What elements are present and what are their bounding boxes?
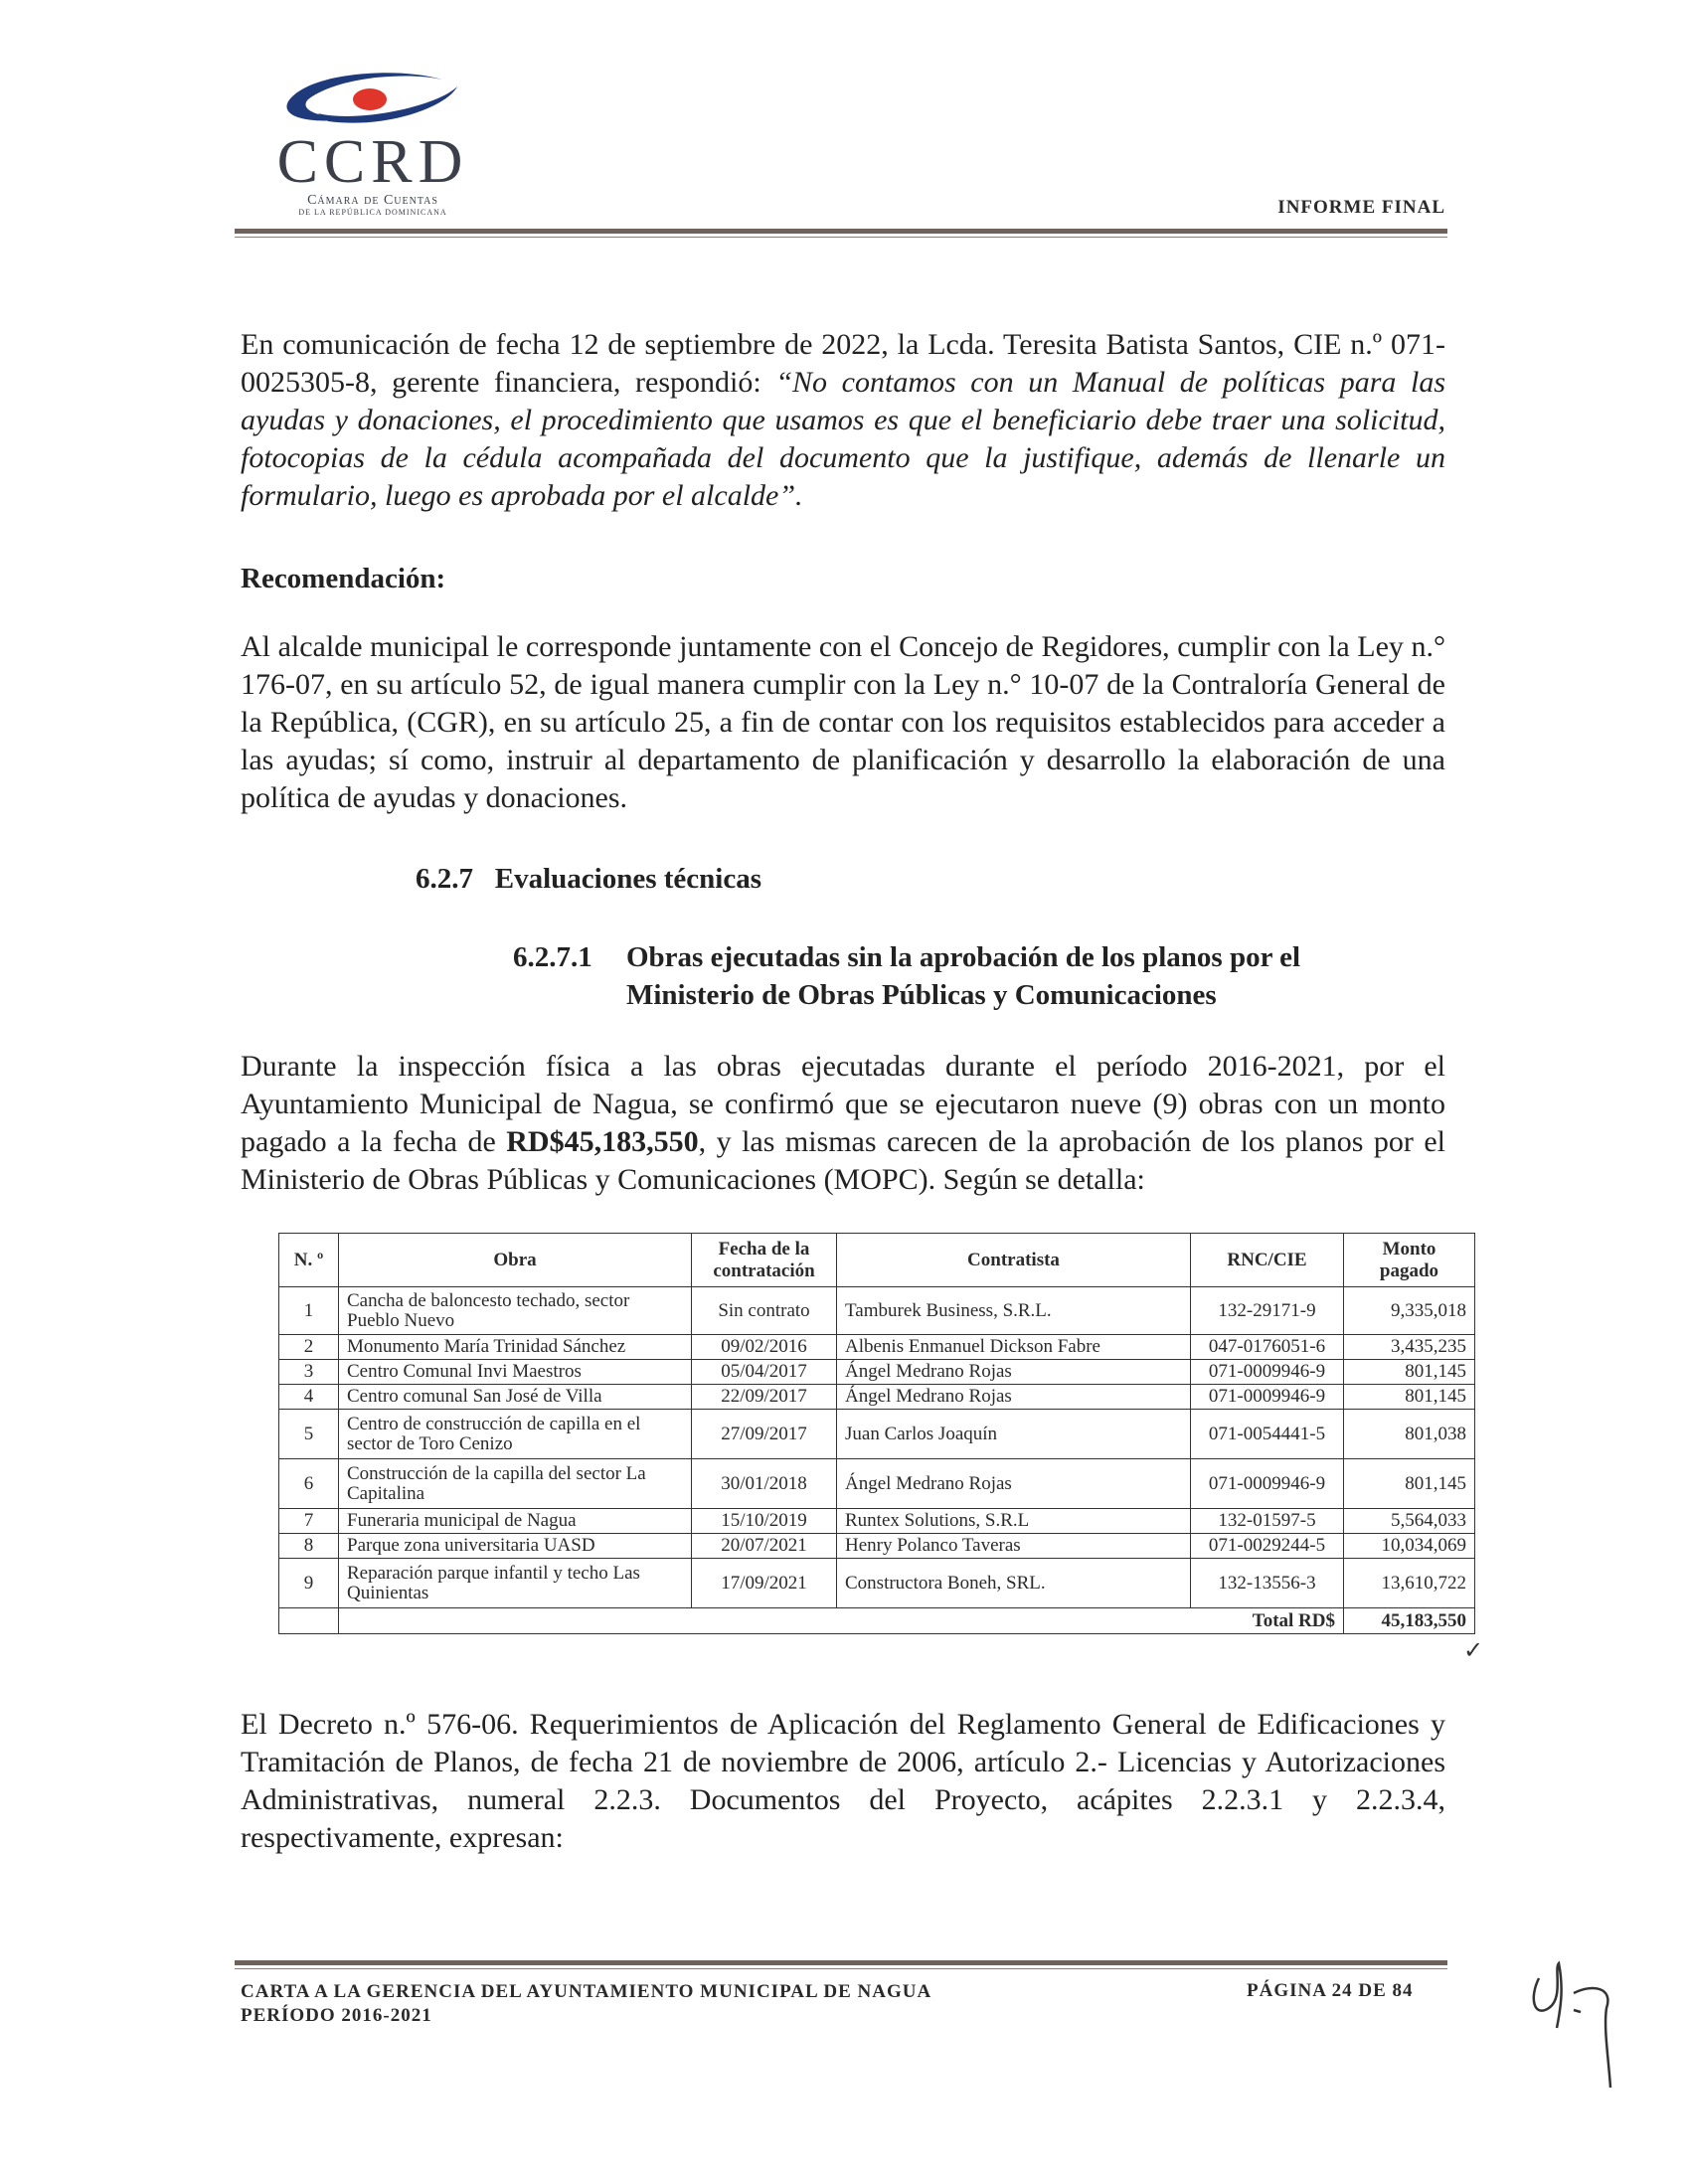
response-intro: En comunicación de fecha 12 de septiembre de 2022, la Lcda. Teresita Batista Santos, CIE n.º 071-0025305-8, gerente financiera, respondió: (241, 328, 1445, 399)
footer-title (241, 1980, 931, 2028)
table-row: 5 Centro de construcción de capilla en el sector de Toro Cenizo 27/09/2017 Juan Carlos Joaquín 071-0054441-5 801,038 (279, 1410, 1475, 1459)
recommendation-heading: Recomendación: (241, 563, 446, 594)
logo-text (249, 128, 497, 218)
page-number: PÁGINA 24 DE 84 (1247, 1980, 1414, 2001)
section-heading (416, 863, 761, 896)
table-row: 7 Funeraria municipal de Nagua 15/10/2019 Runtex Solutions, S.R.L 132-01597-5 5,564,033 (279, 1509, 1475, 1534)
handwritten-initials (1519, 1948, 1638, 2102)
response-quote: “No contamos con un Manual de políticas para las ayudas y donaciones, el procedimiento que usamos es que el beneficiario debe traer una solicitud, fotocopias de la cédula acompañada del documento que la justifique, además de llenarle un formulario, luego es aprobada por el alcalde”. (241, 366, 1446, 512)
header-rnc: RNC/CIE (1191, 1234, 1344, 1287)
logo-line1: Cámara de Cuentas (307, 193, 438, 208)
logo-line2: DE LA REPÚBLICA DOMINICANA (298, 208, 447, 217)
header-rule (235, 229, 1447, 238)
total-label: Total RD$ (339, 1608, 1344, 1634)
subsection-title-line2: Ministerio de Obras Públicas y Comunicaciones (626, 979, 1217, 1011)
table-row: 2 Monumento María Trinidad Sánchez 09/02/2016 Albenis Enmanuel Dickson Fabre 047-0176051-6 3,435,235 (279, 1335, 1475, 1360)
table-total-row (279, 1608, 1475, 1634)
ccrd-logo (249, 62, 507, 217)
paragraph-recommendation: Al alcalde municipal le corresponde juntamente con el Concejo de Regidores, cumplir con la Ley n.° 176-07, en su artículo 52, de igual manera cumplir con la Ley n.° 10-07 de la Contraloría General de la República, (CGR), en su artículo 25, a fin de contar con los requisitos establecidos para acceder a las ayudas; sí como, instruir al departamento de planificación y desarrollo la elaboración de una política de ayudas y donaciones. (241, 630, 1445, 814)
subsection-title-line1: Obras ejecutadas sin la aprobación de los planos por el (626, 941, 1301, 973)
paragraph-inspection (241, 1048, 1445, 1199)
works-table (278, 1233, 1475, 1634)
header-obra: Obra (339, 1234, 692, 1287)
table-row: 4 Centro comunal San José de Villa 22/09/2017 Ángel Medrano Rojas 071-0009946-9 801,145 (279, 1385, 1475, 1410)
header-num: N. º (279, 1234, 339, 1287)
table-row: 3 Centro Comunal Invi Maestros 05/04/2017 Ángel Medrano Rojas 071-0009946-9 801,145 (279, 1360, 1475, 1385)
table-row: 8 Parque zona universitaria UASD 20/07/2021 Henry Polanco Taveras 071-0029244-5 10,034,069 (279, 1534, 1475, 1559)
table-header-row (279, 1234, 1475, 1287)
footer-line1: CARTA A LA GERENCIA DEL AYUNTAMIENTO MUNICIPAL DE NAGUA (241, 1981, 932, 2002)
paragraph-decree: El Decreto n.º 576-06. Requerimientos de Aplicación del Reglamento General de Edificaciones y Tramitación de Planos, de fecha 21 de noviembre de 2006, artículo 2.- Licencias y Autorizaciones Administrativas, numeral 2.2.3. Documentos del Proyecto, acápites 2.2.3.1 y 2.2.3.4, respectivamente, expresan: (241, 1708, 1445, 1854)
table-row: 6 Construcción de la capilla del sector La Capitalina 30/01/2018 Ángel Medrano Rojas 071-0009946-9 801,145 (279, 1459, 1475, 1509)
check-mark-icon: ✓ (1463, 1638, 1484, 1664)
table-row: 9 Reparación parque infantil y techo Las Quinientas 17/09/2021 Constructora Boneh, SRL. 132-13556-3 13,610,722 (279, 1559, 1475, 1608)
subsection-heading (513, 938, 1447, 1014)
section-title: Evaluaciones técnicas (494, 863, 761, 895)
document-label: INFORME FINAL (1277, 197, 1445, 218)
inspection-text: Durante la inspección física a las obras ejecutadas durante el período 2016-2021, por el Ayuntamiento Municipal de Nagua, se confirmó que se ejecutaron nueve (9) obras con un monto pagado a la fecha de (241, 1050, 1445, 1158)
table-row: 1 Cancha de baloncesto techado, sector Pueblo Nuevo Sin contrato Tamburek Business, S.R.L. 132-29171-9 9,335,018 (279, 1287, 1475, 1335)
footer-rule (235, 1960, 1447, 1969)
total-value: 45,183,550 (1344, 1608, 1475, 1634)
header-fecha: Fecha de la contratación (692, 1234, 837, 1287)
header-contratista: Contratista (837, 1234, 1191, 1287)
footer-line2: PERÍODO 2016-2021 (241, 2005, 432, 2026)
inspection-text-end: , y las mismas carecen de la aprobación de los planos por el Ministerio de Obras Públicas y Comunicaciones (MOPC). Según se detalla: (241, 1125, 1445, 1196)
header-monto: Monto pagado (1344, 1234, 1475, 1287)
inspection-amount: RD$45,183,550 (506, 1125, 699, 1158)
paragraph-response (241, 326, 1445, 515)
subsection-number: 6.2.7.1 (513, 941, 592, 973)
logo-acronym: CCRD (276, 128, 469, 196)
section-number: 6.2.7 (416, 863, 473, 895)
